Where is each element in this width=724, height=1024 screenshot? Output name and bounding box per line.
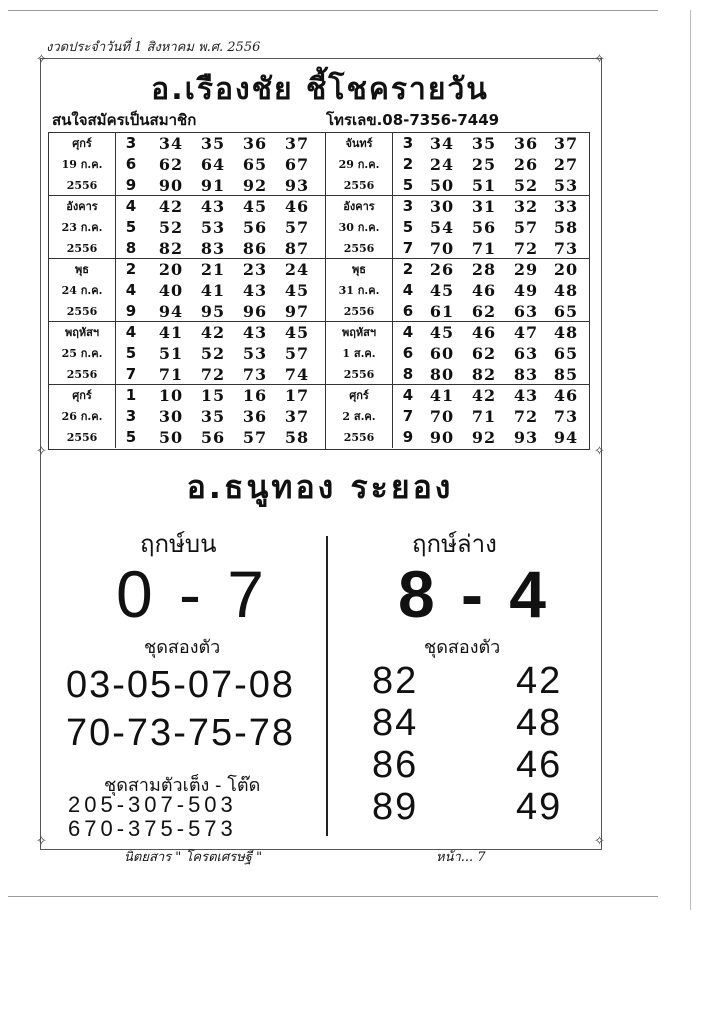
lottery-number: 65 (242, 155, 268, 174)
number-row (326, 154, 589, 175)
date-label: 1 ส.ค. (342, 347, 376, 360)
key-digit: 5 (125, 218, 137, 236)
key-digit: 8 (402, 365, 414, 383)
key-digit: 4 (402, 323, 414, 341)
two-digit-set: 70-73-75-78 (66, 712, 296, 754)
key-digit: 3 (402, 197, 414, 215)
number-row (326, 196, 589, 217)
number-row (49, 133, 325, 154)
lottery-number: 67 (284, 155, 310, 174)
lottery-number: 21 (200, 260, 226, 279)
lottery-number: 51 (471, 176, 497, 195)
date-label: 2556 (343, 368, 375, 381)
lottery-number: 82 (471, 365, 497, 384)
lottery-number: 92 (471, 428, 497, 447)
lottery-number: 35 (200, 134, 226, 153)
date-label: 26 ก.ค. (61, 410, 103, 423)
date-label: 2556 (66, 431, 98, 444)
lottery-number: 74 (284, 365, 310, 384)
key-digit: 9 (125, 176, 137, 194)
number-row (49, 343, 325, 364)
lottery-number: 27 (553, 155, 579, 174)
lottery-number: 41 (429, 386, 455, 405)
number-row (326, 343, 589, 364)
key-digit: 5 (125, 428, 137, 446)
key-digit: 5 (402, 176, 414, 194)
lottery-number: 60 (429, 344, 455, 363)
lottery-number: 45 (284, 281, 310, 300)
top-edge-line (8, 10, 658, 11)
date-label: 24 ก.ค. (61, 284, 103, 297)
lottery-number: 94 (553, 428, 579, 447)
lottery-number: 41 (200, 281, 226, 300)
lottery-number: 56 (242, 218, 268, 237)
lottery-number: 73 (553, 239, 579, 258)
lottery-number: 62 (158, 155, 184, 174)
page-number: หน้า... 7 (436, 850, 486, 865)
key-digit: 4 (125, 281, 137, 299)
number-row (49, 175, 325, 196)
key-digit: 1 (125, 386, 137, 404)
number-row (49, 364, 325, 385)
lottery-number: 57 (513, 218, 539, 237)
date-label: พฤหัสฯ (341, 326, 377, 339)
date-label: 31 ก.ค. (338, 284, 380, 297)
lottery-number: 61 (429, 302, 455, 321)
lottery-number: 17 (284, 386, 310, 405)
magazine-name: นิตยสาร " โครตเศรษฐี " (124, 850, 263, 865)
lottery-number: 93 (513, 428, 539, 447)
day-block (326, 259, 589, 322)
key-digit: 7 (402, 407, 414, 425)
upper-label: ฤกษ์บน (140, 530, 217, 558)
left-column (49, 133, 325, 449)
lower-value: 8 - 4 (397, 557, 551, 631)
lottery-number: 96 (242, 302, 268, 321)
number-row (49, 427, 325, 448)
lottery-number: 53 (200, 218, 226, 237)
date-label: พฤหัสฯ (64, 326, 100, 339)
lottery-number: 42 (158, 197, 184, 216)
lottery-number: 45 (284, 323, 310, 342)
lottery-number: 15 (200, 386, 226, 405)
key-digit: 6 (402, 344, 414, 362)
lower-label: ฤกษ์ล่าง (412, 530, 497, 558)
number-row (326, 280, 589, 301)
lottery-number: 29 (513, 260, 539, 279)
lottery-number: 71 (471, 239, 497, 258)
key-digit: 5 (402, 218, 414, 236)
lottery-number: 46 (471, 281, 497, 300)
lottery-number: 36 (242, 407, 268, 426)
date-label: ศุกร์ (72, 137, 92, 150)
date-label: ศุกร์ (72, 389, 92, 402)
key-digit: 2 (402, 155, 414, 173)
date-label: 2556 (343, 305, 375, 318)
date-label: 29 ก.ค. (338, 158, 380, 171)
day-block (49, 259, 325, 322)
lottery-number: 93 (284, 176, 310, 195)
lottery-number: 33 (553, 197, 579, 216)
star-ornament: ✧ (36, 52, 47, 67)
key-digit: 6 (125, 155, 137, 173)
lottery-number: 56 (200, 428, 226, 447)
star-ornament: ✧ (594, 834, 605, 849)
day-block (326, 133, 589, 196)
lottery-number: 52 (200, 344, 226, 363)
three-digit-label: ชุดสามตัวเต็ง - โต๊ด (104, 775, 261, 796)
day-block (49, 322, 325, 385)
lottery-number: 72 (513, 239, 539, 258)
lottery-number: 53 (242, 344, 268, 363)
lottery-number: 16 (242, 386, 268, 405)
date-label: 2556 (343, 242, 375, 255)
lottery-number: 42 (471, 386, 497, 405)
lottery-number: 65 (553, 302, 579, 321)
date-label: 2556 (343, 431, 375, 444)
number-row (326, 364, 589, 385)
lottery-number: 36 (242, 134, 268, 153)
lottery-number: 26 (429, 260, 455, 279)
date-label: พุธ (75, 263, 89, 276)
lottery-number: 43 (242, 323, 268, 342)
lottery-number: 94 (158, 302, 184, 321)
date-label: พุธ (352, 263, 366, 276)
key-digit: 6 (402, 302, 414, 320)
number-row (326, 322, 589, 343)
key-digit: 4 (402, 281, 414, 299)
lottery-number: 97 (284, 302, 310, 321)
lottery-number: 47 (513, 323, 539, 342)
pair-value: 89 (372, 786, 419, 828)
number-row (326, 385, 589, 406)
pair-value: 49 (516, 786, 563, 828)
lottery-number: 40 (158, 281, 184, 300)
pair-value: 86 (372, 744, 419, 786)
number-row (326, 175, 589, 196)
lottery-number: 10 (158, 386, 184, 405)
lottery-number: 56 (471, 218, 497, 237)
number-row (49, 406, 325, 427)
lottery-number: 24 (284, 260, 310, 279)
lottery-number: 51 (158, 344, 184, 363)
two-digit-label-left: ชุดสองตัว (144, 637, 221, 658)
lottery-number: 30 (429, 197, 455, 216)
lottery-number: 83 (513, 365, 539, 384)
lottery-number: 46 (284, 197, 310, 216)
lottery-number: 70 (429, 239, 455, 258)
number-row (326, 259, 589, 280)
key-digit: 2 (125, 260, 137, 278)
date-label: 2556 (66, 179, 98, 192)
lottery-number: 72 (513, 407, 539, 426)
lottery-number: 20 (553, 260, 579, 279)
page-header: งวดประจำวันที่ 1 สิงหาคม พ.ศ. 2556 (46, 40, 261, 55)
lottery-number: 90 (429, 428, 455, 447)
pair-value: 84 (372, 702, 419, 744)
number-row (326, 427, 589, 448)
right-edge-line (690, 10, 691, 910)
lottery-number: 46 (553, 386, 579, 405)
date-label: อังคาร (66, 200, 98, 213)
number-row (49, 385, 325, 406)
lottery-number: 72 (200, 365, 226, 384)
lottery-number: 30 (158, 407, 184, 426)
lottery-number: 57 (284, 344, 310, 363)
lottery-number: 95 (200, 302, 226, 321)
date-label: 2556 (343, 179, 375, 192)
date-label: 2556 (66, 242, 98, 255)
lottery-number: 92 (242, 176, 268, 195)
lottery-number: 31 (471, 197, 497, 216)
date-label: อังคาร (343, 200, 375, 213)
lottery-number: 86 (242, 239, 268, 258)
lottery-number: 20 (158, 260, 184, 279)
daily-number-table (48, 132, 590, 450)
star-ornament: ✧ (36, 444, 47, 459)
day-block (49, 133, 325, 196)
pair-value: 48 (516, 702, 563, 744)
date-label: 25 ก.ค. (61, 347, 103, 360)
two-digit-label-right: ชุดสองตัว (424, 637, 501, 658)
two-digit-set: 03-05-07-08 (66, 664, 296, 706)
lottery-number: 58 (284, 428, 310, 447)
pair-value: 42 (516, 660, 563, 702)
lottery-number: 34 (158, 134, 184, 153)
lottery-number: 65 (553, 344, 579, 363)
key-digit: 3 (402, 134, 414, 152)
lottery-number: 24 (429, 155, 455, 174)
key-digit: 4 (125, 197, 137, 215)
key-digit: 3 (125, 407, 137, 425)
lottery-number: 91 (200, 176, 226, 195)
lottery-number: 53 (553, 176, 579, 195)
lottery-number: 52 (158, 218, 184, 237)
lottery-number: 54 (429, 218, 455, 237)
lottery-number: 42 (200, 323, 226, 342)
pair-value: 82 (372, 660, 419, 702)
bottom-edge-line (8, 896, 658, 897)
key-digit: 7 (402, 239, 414, 257)
star-ornament: ✧ (36, 834, 47, 849)
number-row (49, 238, 325, 259)
lottery-number: 26 (513, 155, 539, 174)
lottery-number: 80 (429, 365, 455, 384)
lottery-number: 71 (158, 365, 184, 384)
day-block (326, 196, 589, 259)
lottery-number: 35 (471, 134, 497, 153)
key-digit: 4 (402, 386, 414, 404)
lottery-number: 43 (200, 197, 226, 216)
lottery-number: 48 (553, 281, 579, 300)
day-block (49, 385, 325, 448)
lottery-number: 43 (242, 281, 268, 300)
date-label: 19 ก.ค. (61, 158, 103, 171)
lottery-number: 37 (284, 407, 310, 426)
three-digit-set: 205-307-503 (68, 792, 237, 817)
key-digit: 5 (125, 344, 137, 362)
lottery-number: 46 (471, 323, 497, 342)
number-row (49, 196, 325, 217)
date-label: 2556 (66, 368, 98, 381)
lottery-number: 45 (429, 281, 455, 300)
number-row (326, 238, 589, 259)
number-row (326, 217, 589, 238)
date-label: 2 ส.ค. (342, 410, 376, 423)
section1-title: อ.เรืองชัย ชี้โชครายวัน (151, 72, 489, 107)
number-row (49, 280, 325, 301)
lottery-number: 63 (513, 344, 539, 363)
date-label: 2556 (66, 305, 98, 318)
number-row (49, 217, 325, 238)
key-digit: 7 (125, 365, 137, 383)
lottery-number: 36 (513, 134, 539, 153)
lottery-number: 48 (553, 323, 579, 342)
membership-text: สนใจสมัครเป็นสมาชิก (52, 111, 197, 129)
section2-title: อ.ธนูทอง ระยอง (186, 468, 454, 506)
key-digit: 4 (125, 323, 137, 341)
lottery-number: 49 (513, 281, 539, 300)
lottery-number: 57 (242, 428, 268, 447)
upper-value: 0 - 7 (115, 557, 269, 631)
lottery-number: 83 (200, 239, 226, 258)
number-row (49, 301, 325, 322)
lottery-number: 85 (553, 365, 579, 384)
lottery-number: 58 (553, 218, 579, 237)
lottery-number: 90 (158, 176, 184, 195)
date-label: ศุกร์ (349, 389, 369, 402)
lottery-number: 45 (242, 197, 268, 216)
lottery-number: 57 (284, 218, 310, 237)
key-digit: 2 (402, 260, 414, 278)
lottery-number: 64 (200, 155, 226, 174)
lottery-number: 50 (429, 176, 455, 195)
key-digit: 3 (125, 134, 137, 152)
number-row (49, 322, 325, 343)
number-row (49, 154, 325, 175)
lottery-number: 73 (553, 407, 579, 426)
lottery-number: 73 (242, 365, 268, 384)
right-column (326, 133, 589, 449)
lottery-number: 34 (429, 134, 455, 153)
star-ornament: ✧ (594, 52, 605, 67)
number-row (326, 133, 589, 154)
number-row (326, 406, 589, 427)
star-ornament: ✧ (594, 444, 605, 459)
lottery-number: 70 (429, 407, 455, 426)
lottery-number: 52 (513, 176, 539, 195)
lottery-number: 32 (513, 197, 539, 216)
day-block (326, 385, 589, 448)
lottery-number: 37 (284, 134, 310, 153)
date-label: 23 ก.ค. (61, 221, 103, 234)
lottery-number: 28 (471, 260, 497, 279)
section2-divider (326, 536, 328, 836)
phone-number: โทรเลข.08-7356-7449 (326, 111, 500, 129)
three-digit-set: 670-375-573 (68, 816, 237, 841)
key-digit: 9 (125, 302, 137, 320)
lottery-number: 41 (158, 323, 184, 342)
date-label: 30 ก.ค. (338, 221, 380, 234)
day-block (49, 196, 325, 259)
lottery-number: 37 (553, 134, 579, 153)
pair-value: 46 (516, 744, 563, 786)
key-digit: 8 (125, 239, 137, 257)
lottery-number: 50 (158, 428, 184, 447)
lottery-number: 63 (513, 302, 539, 321)
lottery-number: 23 (242, 260, 268, 279)
lottery-number: 45 (429, 323, 455, 342)
lottery-number: 62 (471, 302, 497, 321)
lottery-number: 87 (284, 239, 310, 258)
number-row (326, 301, 589, 322)
day-block (326, 322, 589, 385)
lottery-number: 82 (158, 239, 184, 258)
number-row (49, 259, 325, 280)
lottery-number: 62 (471, 344, 497, 363)
lottery-number: 71 (471, 407, 497, 426)
lottery-number: 43 (513, 386, 539, 405)
lottery-number: 25 (471, 155, 497, 174)
key-digit: 9 (402, 428, 414, 446)
lottery-number: 35 (200, 407, 226, 426)
date-label: จันทร์ (345, 137, 373, 150)
